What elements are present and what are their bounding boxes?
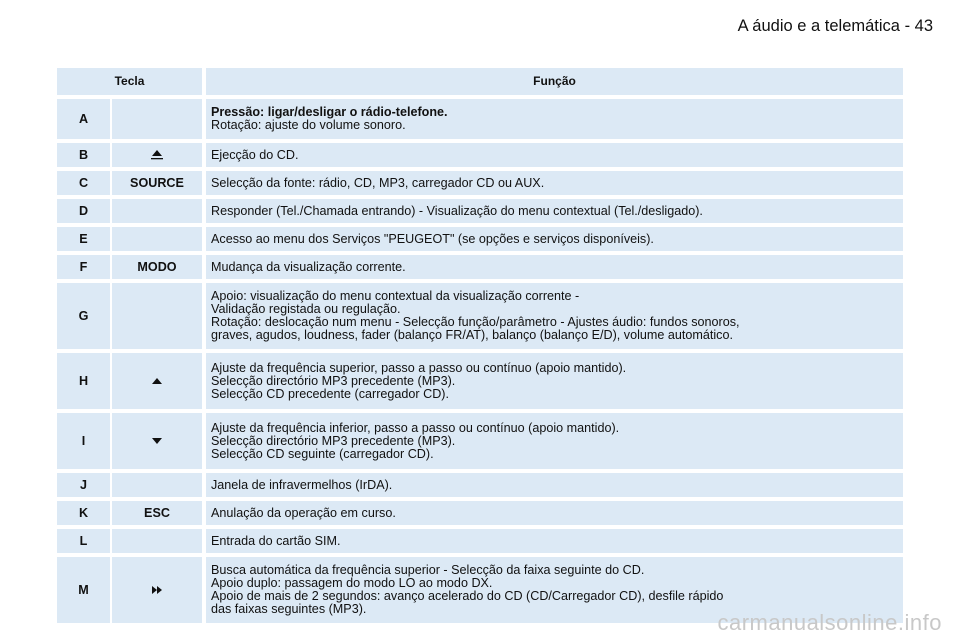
function-line: Entrada do cartão SIM. <box>211 533 341 548</box>
row-key <box>112 557 202 623</box>
row-letter: L <box>57 529 110 553</box>
table-row <box>57 473 903 497</box>
key-label: SOURCE <box>130 175 184 190</box>
table-row <box>57 353 903 409</box>
row-letter: A <box>57 99 110 139</box>
page-title: A áudio e a telemática - 43 <box>737 17 933 35</box>
row-key <box>112 99 202 139</box>
row-function <box>206 171 903 195</box>
row-key <box>112 227 202 251</box>
header-key: Tecla <box>57 68 202 95</box>
function-line: Apoio duplo: passagem do modo LO ao modo DX. <box>211 576 493 590</box>
row-key <box>112 501 202 525</box>
row-key <box>112 353 202 409</box>
row-key <box>112 171 202 195</box>
row-letter: B <box>57 143 110 167</box>
function-line: Ajuste da frequência inferior, passo a passo ou contínuo (apoio mantido). <box>211 420 620 435</box>
arrow-down-icon <box>151 437 163 445</box>
function-line: Selecção CD seguinte (carregador CD). <box>211 446 434 461</box>
row-key <box>112 413 202 469</box>
header-function: Função <box>206 68 903 95</box>
function-line: graves, agudos, loudness, fader (balanço FR/AT), balanço (balanço E/D), volume automático. <box>211 328 733 342</box>
row-letter: J <box>57 473 110 497</box>
function-line: Selecção directório MP3 precedente (MP3). <box>211 373 456 388</box>
row-function <box>206 529 903 553</box>
row-letter: F <box>57 255 110 279</box>
table-body <box>57 99 903 623</box>
table-row <box>57 283 903 349</box>
key-label: ESC <box>144 505 170 520</box>
row-letter: C <box>57 171 110 195</box>
function-line: Responder (Tel./Chamada entrando) - Visualização do menu contextual (Tel./desligado). <box>211 203 703 218</box>
row-letter: E <box>57 227 110 251</box>
row-letter: G <box>57 283 110 349</box>
function-line: Apoio: visualização do menu contextual da visualização corrente - <box>211 289 580 303</box>
row-function <box>206 413 903 469</box>
function-line: Rotação: ajuste do volume sonoro. <box>211 118 406 132</box>
row-key <box>112 143 202 167</box>
table-row <box>57 227 903 251</box>
table-row <box>57 529 903 553</box>
function-line: Selecção CD precedente (carregador CD). <box>211 386 449 401</box>
row-key <box>112 199 202 223</box>
function-line: Validação registada ou regulação. <box>211 302 401 316</box>
row-key <box>112 473 202 497</box>
eject-icon <box>149 149 165 161</box>
function-line: Mudança da visualização corrente. <box>211 259 406 274</box>
function-line: Rotação: deslocação num menu - Selecção função/parâmetro - Ajustes áudio: fundos sonoros, <box>211 315 740 329</box>
fast-forward-icon <box>151 585 163 595</box>
function-line: Ejecção do CD. <box>211 147 299 162</box>
key-function-table <box>57 68 903 627</box>
row-letter: M <box>57 557 110 623</box>
row-letter: I <box>57 413 110 469</box>
row-function <box>206 283 903 349</box>
table-header-row <box>57 68 903 95</box>
row-letter: K <box>57 501 110 525</box>
table-row <box>57 501 903 525</box>
table-row <box>57 99 903 139</box>
function-line: Ajuste da frequência superior, passo a passo ou contínuo (apoio mantido). <box>211 360 627 375</box>
function-line: Busca automática da frequência superior - Selecção da faixa seguinte do CD. <box>211 563 645 577</box>
key-label: MODO <box>137 259 177 274</box>
table-row <box>57 255 903 279</box>
function-line: Selecção da fonte: rádio, CD, MP3, carregador CD ou AUX. <box>211 175 545 190</box>
row-function <box>206 227 903 251</box>
watermark: carmanualsonline.info <box>717 610 942 635</box>
function-line: Acesso ao menu dos Serviços "PEUGEOT" (se opções e serviços disponíveis). <box>211 231 654 246</box>
row-function <box>206 353 903 409</box>
row-function <box>206 143 903 167</box>
table-row <box>57 413 903 469</box>
function-line: Anulação da operação em curso. <box>211 505 396 520</box>
function-line: das faixas seguintes (MP3). <box>211 602 367 616</box>
function-line: Apoio de mais de 2 segundos: avanço acelerado do CD (CD/Carregador CD), desfile rápido <box>211 589 724 603</box>
function-line: Pressão: ligar/desligar o rádio-telefone. <box>211 105 448 119</box>
row-function <box>206 473 903 497</box>
function-line: Janela de infravermelhos (IrDA). <box>211 477 393 492</box>
row-letter: H <box>57 353 110 409</box>
row-key <box>112 283 202 349</box>
row-function <box>206 255 903 279</box>
row-key <box>112 255 202 279</box>
row-key <box>112 529 202 553</box>
arrow-up-icon <box>151 377 163 385</box>
row-function <box>206 501 903 525</box>
row-function <box>206 199 903 223</box>
table-row <box>57 143 903 167</box>
row-function <box>206 99 903 139</box>
table-row <box>57 199 903 223</box>
row-letter: D <box>57 199 110 223</box>
function-line: Selecção directório MP3 precedente (MP3). <box>211 433 456 448</box>
table-row <box>57 171 903 195</box>
